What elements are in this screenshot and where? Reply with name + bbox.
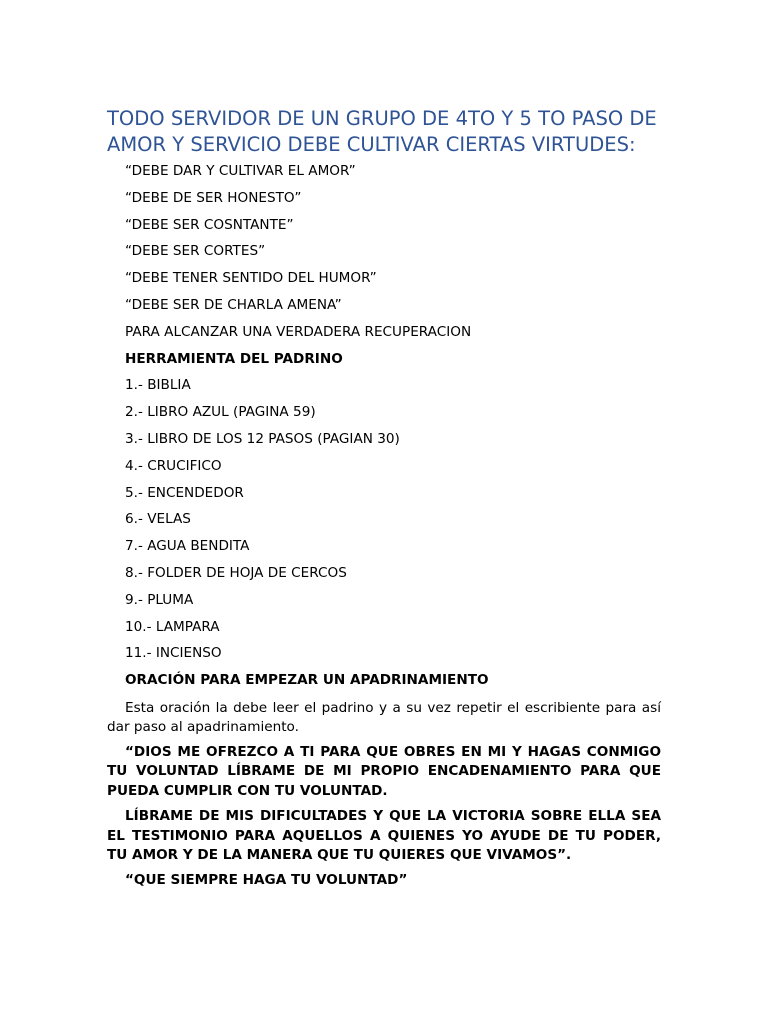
virtue-item: “DEBE DAR Y CULTIVAR EL AMOR”	[125, 163, 356, 179]
prayer-paragraph-1: “DIOS ME OFREZCO A TI PARA QUE OBRES EN MI Y HAGAS CONMIGO TU VOLUNTAD LÍBRAME DE MI PROPIO ENCADENAMIENTO PARA QUE PUEDA CUMPLIR CON TU VOLUNTAD.	[107, 743, 661, 799]
tool-item: 9.- PLUMA	[125, 591, 194, 608]
tool-item: 6.- VELAS	[125, 511, 191, 528]
virtue-item: “DEBE SER COSNTANTE”	[125, 216, 294, 233]
tools-list	[107, 377, 661, 662]
prayer-intro: Esta oración la debe leer el padrino y a su vez repetir el escribiente para así dar paso al apadrinamiento.	[107, 699, 661, 735]
tool-item: 7.- AGUA BENDITA	[125, 538, 250, 555]
recovery-line: PARA ALCANZAR UNA VERDADERA RECUPERACION	[125, 323, 472, 340]
tool-item: 3.- LIBRO DE LOS 12 PASOS (PAGIAN 30)	[125, 430, 400, 447]
prayer-heading: ORACIÓN PARA EMPEZAR UN APADRINAMIENTO	[125, 672, 489, 689]
virtue-item: “DEBE SER CORTES”	[125, 243, 266, 260]
virtue-item: “DEBE SER DE CHARLA AMENA”	[125, 296, 342, 313]
tool-item: 5.- ENCENDEDOR	[125, 484, 244, 501]
prayer-paragraph-2: LÍBRAME DE MIS DIFICULTADES Y QUE LA VICTORIA SOBRE ELLA SEA EL TESTIMONIO PARA AQUELLOS A QUIENES YO AYUDE DE TU PODER, TU AMOR Y DE LA MANERA QUE TU QUIERES QUE VIVAMOS”.	[107, 808, 661, 864]
virtue-item: “DEBE TENER SENTIDO DEL HUMOR”	[125, 270, 377, 287]
tools-heading: HERRAMIENTA DEL PADRINO	[125, 350, 343, 367]
tool-item: 4.- CRUCIFICO	[125, 457, 222, 474]
closing-line: “QUE SIEMPRE HAGA TU VOLUNTAD”	[125, 871, 408, 888]
tool-item: 2.- LIBRO AZUL (PAGINA 59)	[125, 404, 316, 421]
tool-item: 8.- FOLDER DE HOJA DE CERCOS	[125, 564, 347, 581]
virtue-item: “DEBE DE SER HONESTO”	[125, 189, 302, 206]
tool-item: 1.- BIBLIA	[125, 377, 191, 394]
virtues-list	[107, 163, 661, 314]
tool-item: 11.- INCIENSO	[125, 645, 222, 662]
document-title: TODO SERVIDOR DE UN GRUPO DE 4TO Y 5 TO PASO DE AMOR Y SERVICIO DEBE CULTIVAR CIERTAS VIRTUDES:	[107, 107, 657, 156]
document-page	[107, 106, 661, 899]
tool-item: 10.- LAMPARA	[125, 618, 220, 635]
